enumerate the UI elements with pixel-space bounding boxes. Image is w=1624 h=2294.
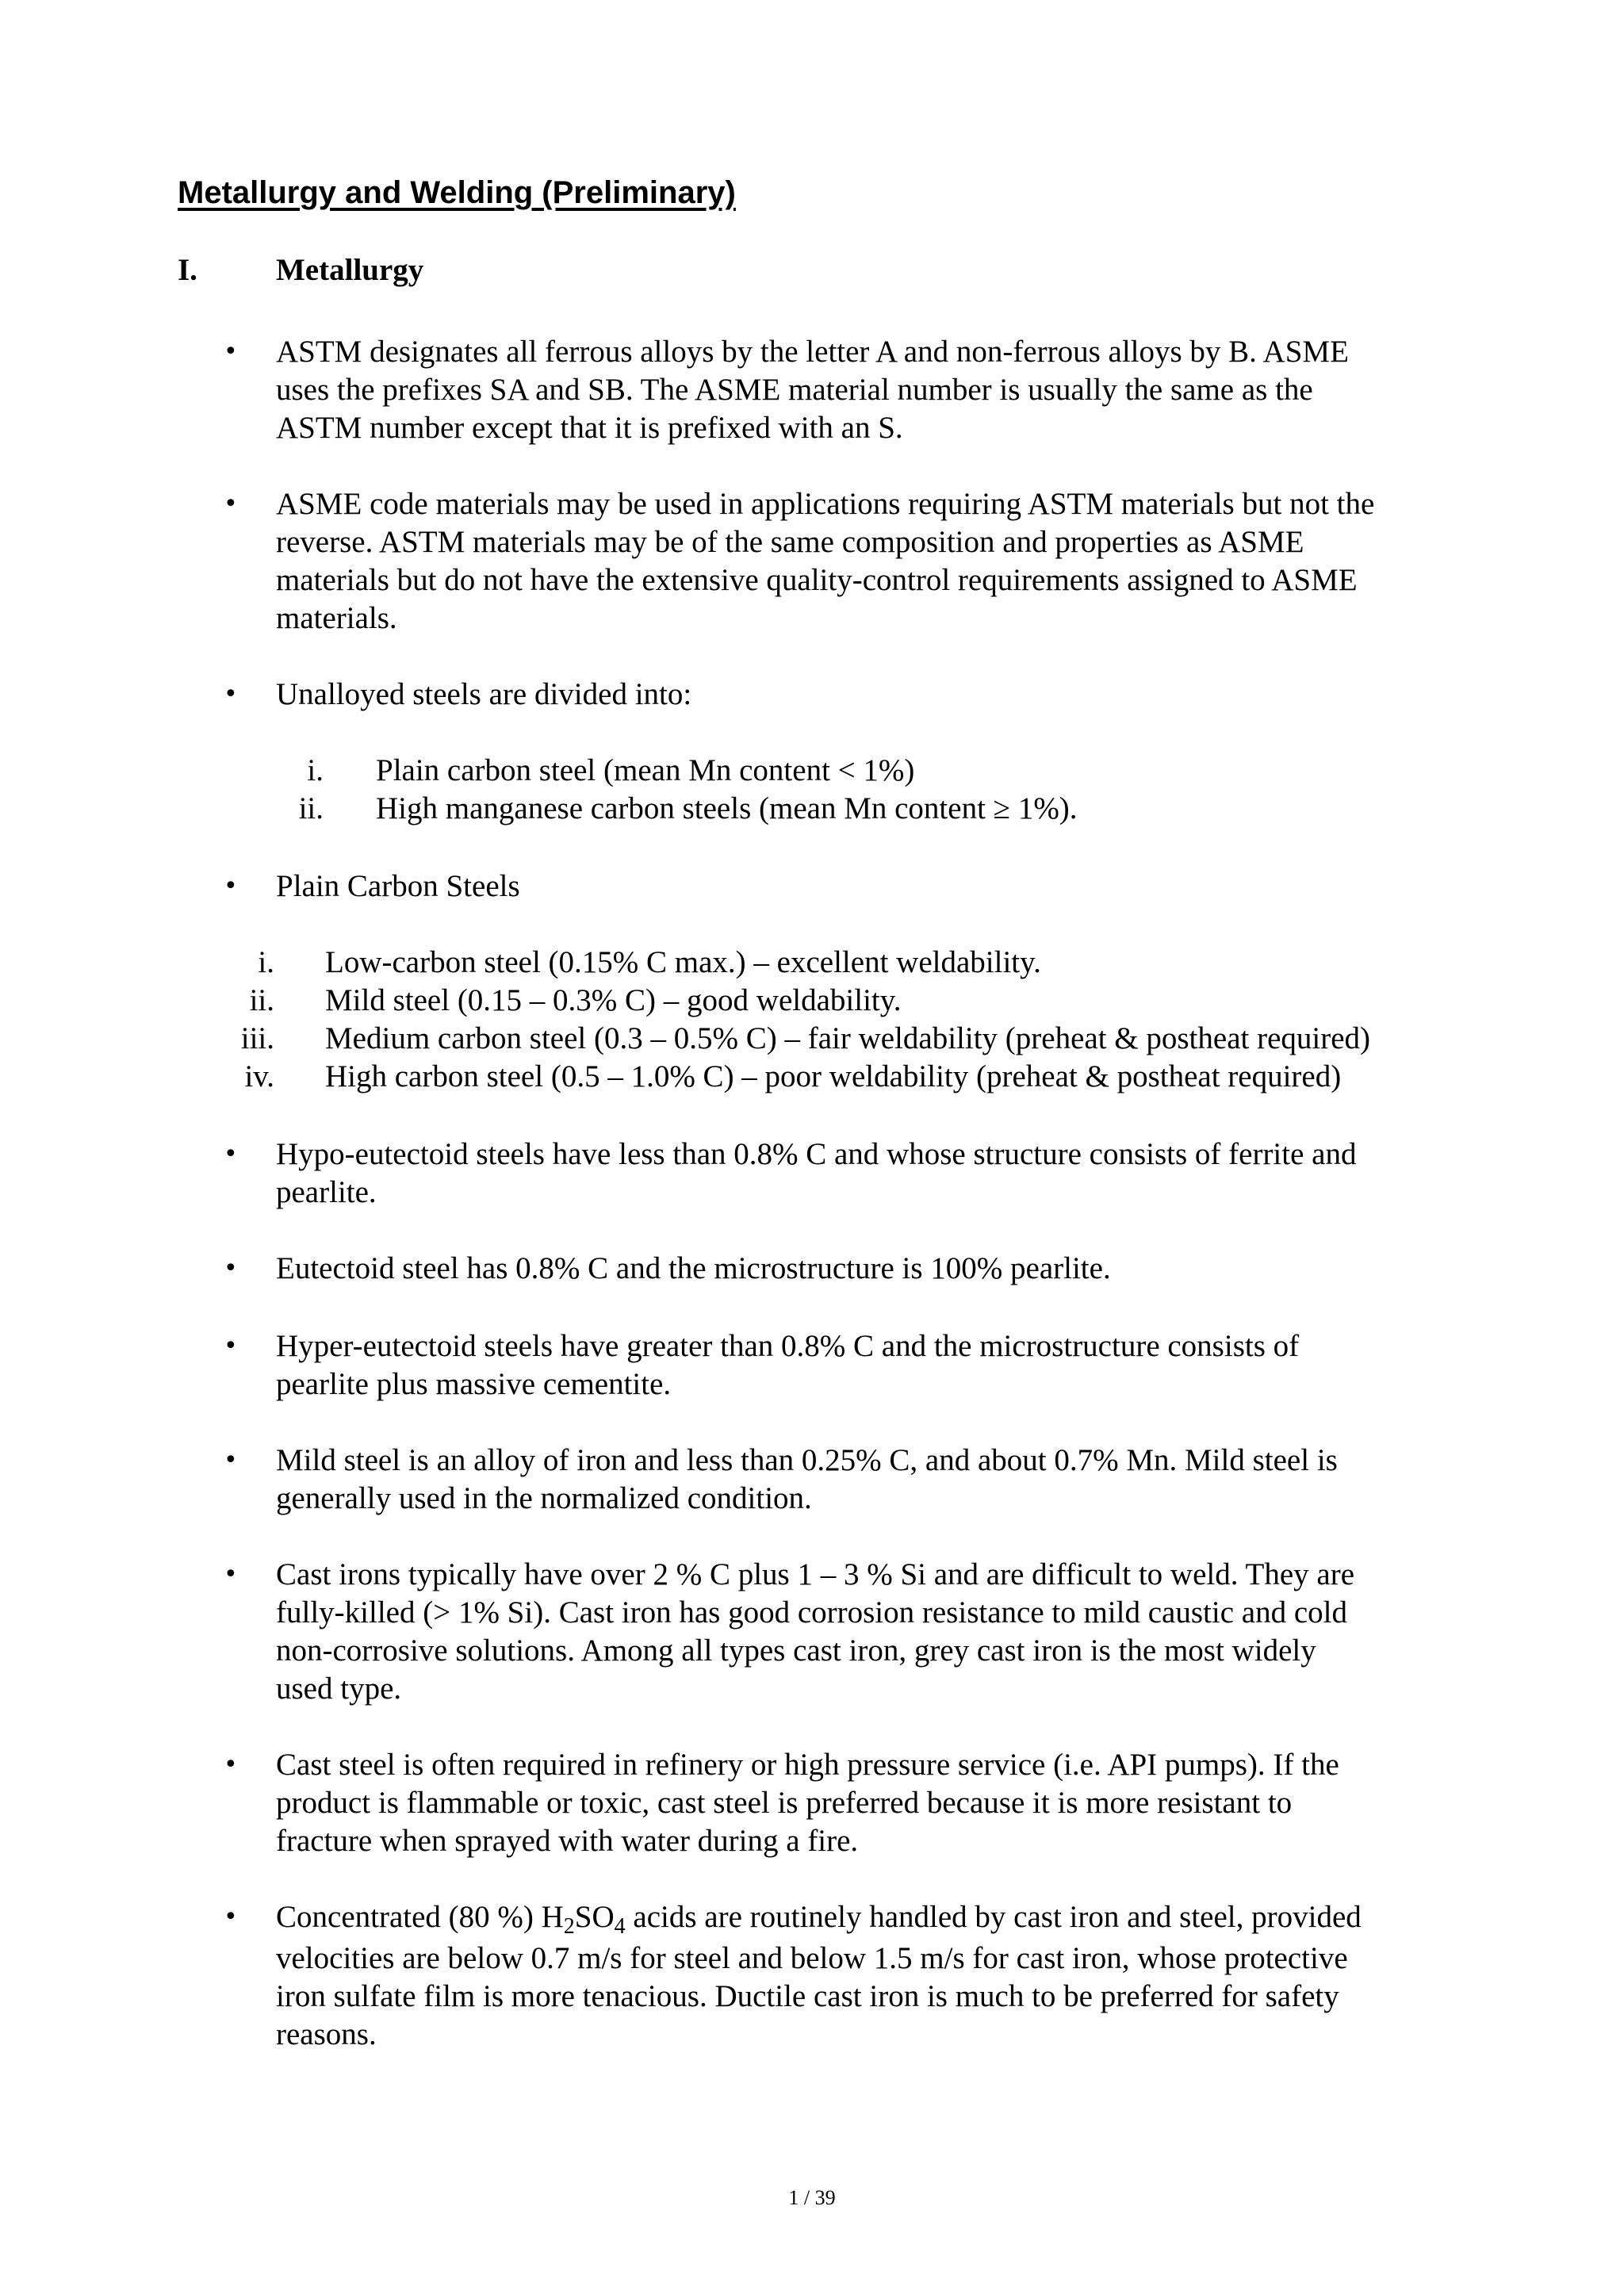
bullet-line: generally used in the normalized condition.: [276, 1481, 812, 1515]
bullet-icon: •: [224, 1140, 238, 1168]
bullet-icon: •: [224, 1254, 238, 1282]
bullet-icon: •: [224, 872, 238, 900]
bullet-icon: •: [224, 1903, 238, 1931]
bullet-line: fracture when sprayed with water during a fire.: [276, 1824, 859, 1858]
sub-item-text: Low-carbon steel (0.15% C max.) – excellent weldability.: [325, 945, 1041, 979]
bullet-line: fully-killed (> 1% Si). Cast iron has good corrosion resistance to mild caustic and cold: [276, 1595, 1347, 1630]
bullet-icon: •: [224, 1332, 238, 1360]
bullet-line: product is flammable or toxic, cast steel is preferred because it is more resistant to: [276, 1786, 1293, 1820]
bullet-line: pearlite plus massive cementite.: [276, 1367, 672, 1401]
bullet-line: reverse. ASTM materials may be of the same composition and properties as ASME: [276, 525, 1304, 559]
subscript: 4: [614, 1914, 626, 1939]
bullet-item: [224, 1556, 1465, 1708]
bullet-line: ASTM number except that it is prefixed with an S.: [276, 411, 903, 445]
bullet-icon: •: [224, 680, 238, 708]
bullet-line: iron sulfate film is more tenacious. Ductile cast iron is much to be preferred for safety: [276, 1979, 1339, 2013]
sub-item-number: i.: [307, 753, 324, 787]
sub-item-text: Mild steel (0.15 – 0.3% C) – good weldability.: [325, 983, 902, 1017]
document-title: Metallurgy and Welding (Preliminary): [178, 175, 736, 210]
bullet-line: Mild steel is an alloy of iron and less than 0.25% C, and about 0.7% Mn. Mild steel is: [276, 1443, 1338, 1477]
bullet-line: materials.: [276, 601, 397, 635]
bullet-item: [224, 1898, 1465, 2054]
bullet-line: Plain Carbon Steels: [276, 869, 520, 903]
sub-item-number: ii.: [298, 791, 324, 825]
bullet-line: velocities are below 0.7 m/s for steel and below 1.5 m/s for cast iron, whose protective: [276, 1941, 1348, 1975]
bullet-line: ASME code materials may be used in applications requiring ASTM materials but not the: [276, 487, 1375, 521]
bullet-line: reasons.: [276, 2017, 377, 2051]
bullet-item: [224, 1136, 1465, 1212]
bullet-item: [224, 867, 1465, 906]
bullet-line: used type.: [276, 1672, 402, 1706]
bullet-item: [224, 333, 1465, 447]
bullet-line: Hyper-eutectoid steels have greater than 0.8% C and the microstructure consists of: [276, 1329, 1300, 1363]
bullet-line: non-corrosive solutions. Among all types cast iron, grey cast iron is the most widely: [276, 1633, 1316, 1668]
section-number: I.: [178, 253, 197, 287]
text-run: Concentrated (80 %) H: [276, 1900, 564, 1934]
sub-item-text: High manganese carbon steels (mean Mn content ≥ 1%).: [376, 791, 1078, 825]
bullet-line: pearlite.: [276, 1175, 377, 1209]
bullet-line: [276, 1898, 1465, 1940]
text-run: acids are routinely handled by cast iron and steel, provided: [625, 1900, 1362, 1934]
bullet-item: [224, 1250, 1465, 1288]
bullet-line: Unalloyed steels are divided into:: [276, 677, 692, 711]
bullet-line: uses the prefixes SA and SB. The ASME material number is usually the same as the: [276, 373, 1313, 407]
bullet-item: [224, 1442, 1465, 1518]
sub-item-text: High carbon steel (0.5 – 1.0% C) – poor weldability (preheat & postheat required): [325, 1059, 1342, 1093]
subscript: 2: [563, 1914, 575, 1939]
bullet-item: [224, 1746, 1465, 1860]
bullet-icon: •: [224, 1751, 238, 1779]
sub-item-text: Plain carbon steel (mean Mn content < 1%): [376, 753, 915, 787]
bullet-icon: •: [224, 490, 238, 518]
sub-item-number: iii.: [240, 1021, 274, 1055]
sub-item-number: iv.: [244, 1059, 274, 1093]
bullet-line: Eutectoid steel has 0.8% C and the microstructure is 100% pearlite.: [276, 1251, 1111, 1285]
section-title: Metallurgy: [276, 253, 424, 287]
bullet-item: [224, 676, 1465, 714]
sub-item-number: ii.: [249, 983, 274, 1017]
bullet-icon: •: [224, 1446, 238, 1474]
section-heading: [178, 251, 423, 290]
bullet-line: Cast irons typically have over 2 % C plus 1 – 3 % Si and are difficult to weld. They are: [276, 1557, 1355, 1591]
bullet-line: Hypo-eutectoid steels have less than 0.8% C and whose structure consists of ferrite and: [276, 1137, 1357, 1171]
bullet-line: Cast steel is often required in refinery or high pressure service (i.e. API pumps). If the: [276, 1748, 1339, 1782]
bullet-line: materials but do not have the extensive quality-control requirements assigned to ASME: [276, 563, 1358, 597]
text-run: SO: [574, 1900, 615, 1934]
sub-item-number: i.: [258, 945, 274, 979]
bullet-icon: •: [224, 1561, 238, 1588]
bullet-line: ASTM designates all ferrous alloys by the letter A and non-ferrous alloys by B. ASME: [276, 335, 1349, 369]
bullet-icon: •: [224, 338, 238, 366]
bullet-item: [224, 1327, 1465, 1404]
sub-item-text: Medium carbon steel (0.3 – 0.5% C) – fair weldability (preheat & postheat required): [325, 1021, 1371, 1055]
bullet-item: [224, 485, 1465, 638]
page-number: 1 / 39: [788, 2186, 836, 2209]
